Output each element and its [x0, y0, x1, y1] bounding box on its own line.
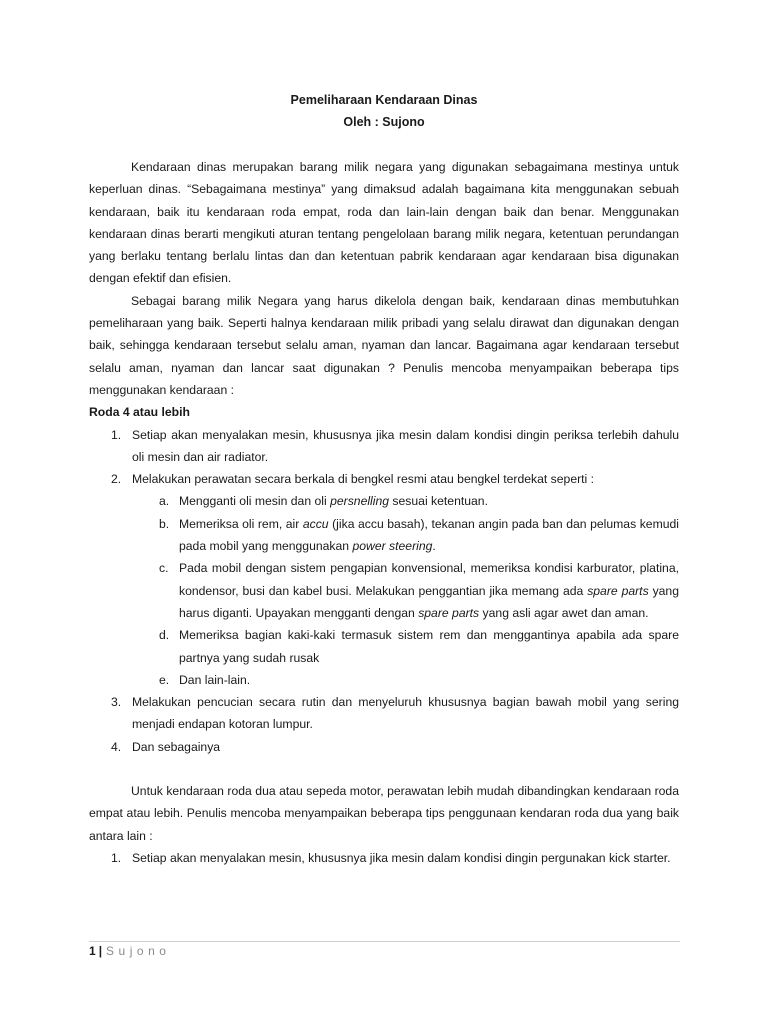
section-heading-roda4: Roda 4 atau lebih [89, 405, 190, 420]
document-title: Pemeliharaan Kendaraan Dinas [290, 93, 478, 107]
sublist-item-letter: e. [159, 672, 170, 687]
list-item-text: Melakukan pencucian secara rutin dan menyeluruh khususnya bagian bawah mobil yang sering menjadi endapan kotoran lumpur. [132, 695, 679, 732]
sublist-text: Memeriksa oli rem, air [179, 516, 303, 531]
sublist-emphasis: spare parts [418, 605, 480, 620]
document-body [89, 156, 679, 869]
list-item-text: Setiap akan menyalakan mesin, khususnya jika mesin dalam kondisi dingin pergunakan kick starter. [132, 850, 671, 865]
list-item-text: Setiap akan menyalakan mesin, khususnya jika mesin dalam kondisi dingin periksa terlebih dahulu oli mesin dan air radiator. [132, 427, 679, 464]
sublist-item [132, 557, 679, 624]
list-item [89, 736, 679, 758]
sublist-item-letter: a. [159, 494, 170, 509]
sublist-text: . [432, 539, 436, 554]
page-footer [89, 944, 170, 958]
sublist-item [132, 490, 679, 512]
list-item [89, 847, 679, 869]
sublist-emphasis: power steering [352, 539, 433, 554]
footer-separator: | [98, 944, 103, 958]
sublist-text: Dan lain-lain. [179, 672, 251, 687]
sublist-text: yang asli agar awet dan aman. [479, 605, 649, 620]
list-roda-dua [89, 847, 679, 869]
sublist-emphasis: accu [302, 516, 329, 531]
sublist-text: Mengganti oli mesin dan oli [179, 494, 331, 509]
spacer [89, 758, 679, 780]
list-item [89, 691, 679, 736]
footer-author: Sujono [106, 944, 171, 958]
list-item-text: Melakukan perawatan secara berkala di bengkel resmi atau bengkel terdekat seperti : [132, 472, 595, 487]
list-item-number: 1. [111, 850, 122, 865]
list-item [89, 424, 679, 469]
sublist-item-letter: d. [159, 628, 170, 643]
sublist-item [132, 669, 679, 691]
document-author-line: Oleh : Sujono [343, 115, 425, 129]
list-item-number: 3. [111, 695, 122, 710]
list-item-number: 1. [111, 427, 122, 442]
sublist-item [132, 624, 679, 669]
sublist-maintenance [132, 490, 679, 691]
list-item-number: 2. [111, 472, 122, 487]
sublist-item [132, 513, 679, 558]
paragraph-maintenance: Sebagai barang milik Negara yang harus dikelola dengan baik, kendaraan dinas membutuhkan pemeliharaan yang baik. Seperti halnya kendaraan milik pribadi yang selalu dirawat dan digunakan dengan baik, sehingga kendaraan tersebut selalu aman, nyaman dan lancar. Bagaimana agar kendaraan tersebut selalu aman, nyaman dan lancar saat digunakan ? Penulis mencoba menyampaikan beberapa tips menggunakan kendaraan : [89, 293, 679, 397]
sublist-item-letter: c. [159, 561, 169, 576]
sublist-emphasis: persnelling [330, 494, 390, 509]
sublist-text: sesuai ketentuan. [389, 494, 488, 509]
list-item [89, 468, 679, 691]
sublist-text: yang harus diganti. Upayakan mengganti dengan [179, 583, 679, 620]
paragraph-roda-dua: Untuk kendaraan roda dua atau sepeda motor, perawatan lebih mudah dibandingkan kendaraan roda empat atau lebih. Penulis mencoba menyampaikan beberapa tips penggunaan kendaran roda dua yang baik antara lain : [89, 784, 679, 843]
sublist-text: (jika accu basah), tekanan angin pada ban dan pelumas kemudi pada mobil yang menggunakan [179, 516, 679, 554]
list-item-text: Dan sebagainya [132, 739, 221, 754]
sublist-text: Memeriksa bagian kaki-kaki termasuk sistem rem dan menggantinya apabila ada spare partnya yang sudah rusak [179, 628, 679, 665]
sublist-item-letter: b. [159, 516, 170, 531]
footer-divider [89, 941, 680, 942]
paragraph-intro: Kendaraan dinas merupakan barang milik negara yang digunakan sebagaimana mestinya untuk keperluan dinas. “Sebagaimana mestinya” yang dimaksud adalah bagaimana kita menggunakan sebuah kendaraan, baik itu kendaraan roda empat, roda dan lain-lain dengan baik dan benar. Menggunakan kendaraan dinas berarti mengikuti aturan tentang pengelolaan barang milik negara, ketentuan perundangan yang berlaku tentang berlalu lintas dan dan ketentuan pabrik kendaraan agar kendaraan bisa digunakan dengan efektif dan efisien. [89, 160, 679, 286]
sublist-emphasis: spare parts [587, 583, 649, 598]
page-number: 1 [89, 944, 96, 958]
list-roda4 [89, 424, 679, 758]
sublist-text: Pada mobil dengan sistem pengapian konvensional, memeriksa kondisi karburator, platina, kondensor, busi dan kabel busi. Melakukan penggantian jika memang ada [179, 561, 679, 598]
list-item-number: 4. [111, 739, 122, 754]
